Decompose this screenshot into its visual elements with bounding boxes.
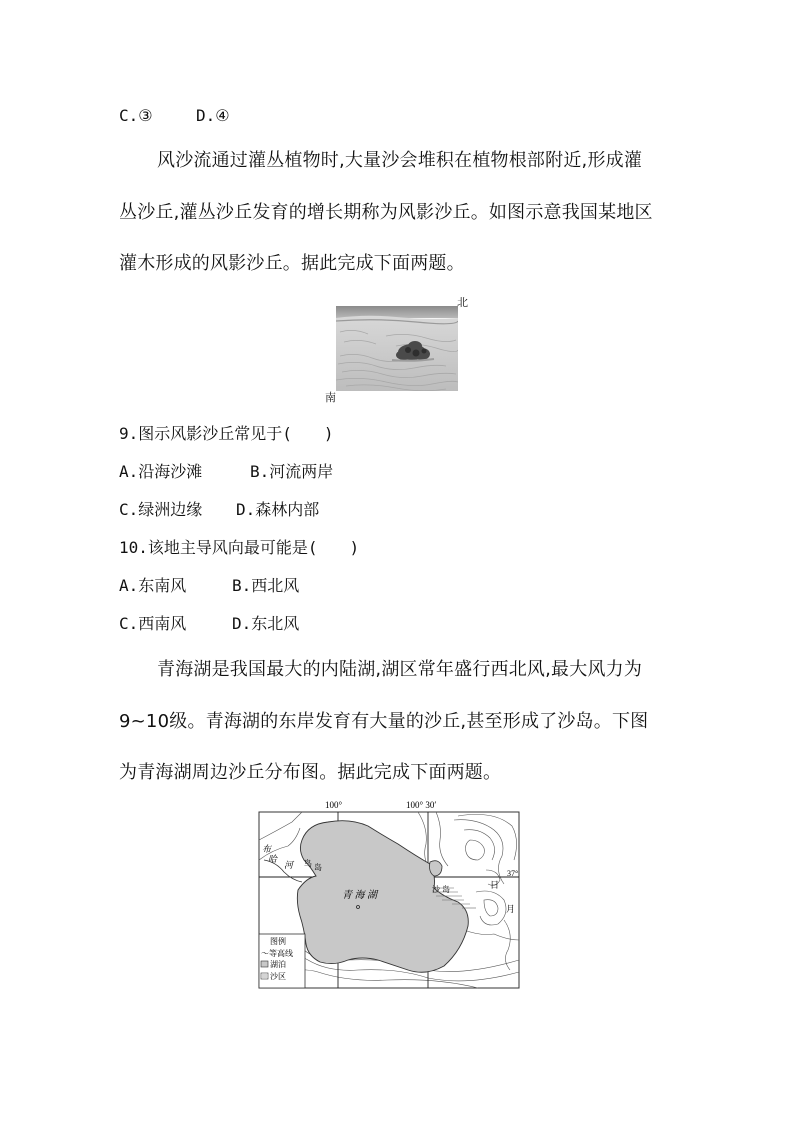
legend-lake-swatch: [261, 961, 268, 967]
q9-stem: 9.图示风影沙丘常见于( ): [119, 424, 334, 443]
river-label-char-1: 布: [262, 844, 272, 854]
riyue-label-char-2: 月: [506, 904, 516, 914]
river-label-char-2: 哈: [268, 854, 278, 864]
wind-shadow-dune-photo: [336, 306, 458, 391]
q10-option-c: C.西南风: [119, 614, 187, 633]
q10-option-d: D.东北风: [232, 614, 300, 633]
passage1-line3: 灌木形成的风影沙丘。据此完成下面两题。: [119, 253, 465, 274]
legend-contour: ～等高线: [261, 949, 293, 958]
q9-option-d: D.森林内部: [236, 500, 320, 519]
legend-sand-swatch: [261, 973, 268, 979]
legend-title: 图例: [270, 937, 286, 946]
q9-option-c: C.绿洲边缘: [119, 500, 203, 519]
legend-lake: 湖泊: [270, 960, 286, 969]
river-label-char-3: 河: [284, 860, 294, 870]
q10-option-b: B.西北风: [232, 576, 300, 595]
bird-island-label-char-1: 鸟: [304, 859, 312, 868]
north-label: 北: [457, 297, 468, 309]
q10-stem: 10.该地主导风向最可能是( ): [119, 538, 360, 557]
legend-sand: 沙区: [270, 972, 286, 981]
lon-label-100: 100°: [325, 800, 343, 810]
passage1-line2: 丛沙丘,灌丛沙丘发育的增长期称为风影沙丘。如图示意我国某地区: [119, 202, 653, 223]
lon-label-100-30: 100° 30′: [406, 800, 437, 810]
passage2-line2: 9~10级。青海湖的东岸发育有大量的沙丘,甚至形成了沙岛。下图: [119, 711, 649, 732]
passage2-line1: 青海湖是我国最大的内陆湖,湖区常年盛行西北风,最大风力为: [157, 659, 643, 680]
q10-option-a: A.东南风: [119, 576, 187, 595]
q9-option-b: B.河流两岸: [250, 462, 334, 481]
east-lagoon-shape: [430, 861, 443, 876]
q9-option-a: A.沿海沙滩: [119, 462, 203, 481]
prev-option-d: D.④: [196, 106, 230, 125]
sand-island-label: 沙 岛: [432, 885, 450, 894]
passage2-line3: 为青海湖周边沙丘分布图。据此完成下面两题。: [119, 762, 502, 783]
south-label: 南: [325, 392, 336, 404]
bird-island-label-char-2: 岛: [314, 863, 322, 872]
riyue-label-char-1: 日: [490, 880, 500, 890]
prev-option-c: C.③: [119, 106, 153, 125]
lake-name-label: 青 海 湖: [342, 890, 377, 901]
qinghai-lake-map: [258, 800, 522, 992]
lat-label-37: 37°: [507, 869, 519, 878]
passage1-line1: 风沙流通过灌丛植物时,大量沙会堆积在植物根部附近,形成灌: [157, 150, 643, 171]
